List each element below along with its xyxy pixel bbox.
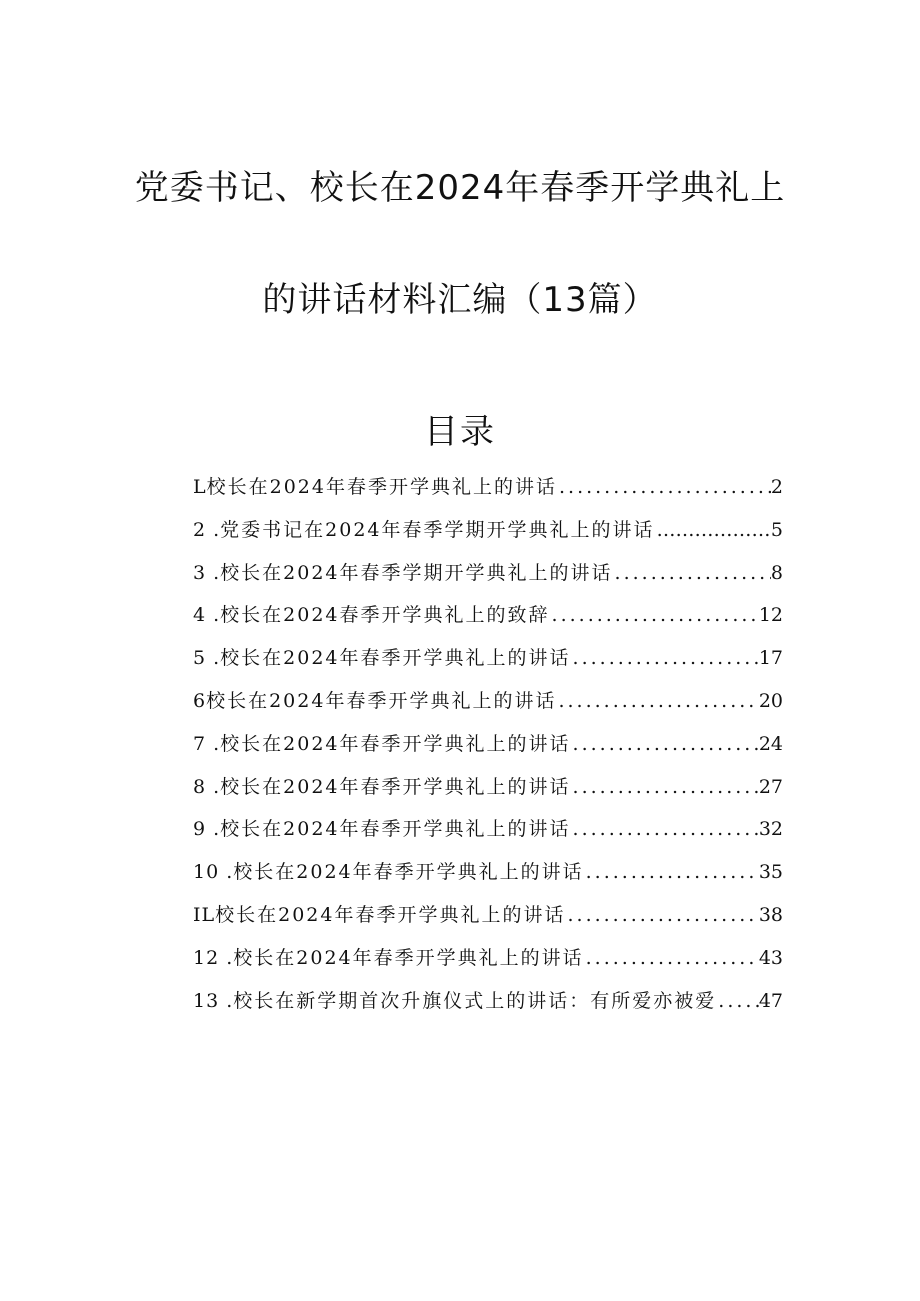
- toc-dot-leader: [655, 513, 771, 547]
- toc-entry-page: 47: [758, 989, 783, 1012]
- toc-entry-number: IL: [193, 903, 216, 926]
- toc-entry-number: 10 .: [193, 861, 234, 884]
- toc-entry-number: L: [193, 476, 207, 498]
- toc-entry-title: 校长在2024年春季开学典礼上的讲话: [215, 903, 566, 926]
- toc-entry-page: 2: [770, 476, 783, 498]
- toc-entry-number: 8 .: [193, 775, 221, 798]
- toc-entry-title: 校长在2024年春季开学典礼上的讲话: [233, 861, 584, 884]
- toc-entry-number: 5 .: [193, 647, 221, 670]
- toc-entry-number: 2 .: [193, 518, 221, 541]
- toc-dot-leader: [571, 641, 759, 675]
- toc-entry-number: 7 .: [193, 732, 221, 755]
- toc-entry-title: 校长在2024年春季开学典礼上的讲话: [220, 647, 571, 670]
- toc-entry: [193, 984, 783, 1027]
- toc-entry-title: 校长在2024年春季开学典礼上的讲话: [206, 689, 557, 712]
- toc-dot-leader: [557, 470, 771, 504]
- toc-entry: [193, 727, 783, 770]
- toc-dot-leader: [584, 941, 759, 975]
- document-title-line-1: 党委书记、校长在2024年春季开学典礼上: [134, 168, 786, 208]
- toc-entry-number: 3 .: [193, 561, 221, 584]
- toc-dot-leader: [716, 984, 759, 1018]
- toc-dot-leader: [613, 556, 771, 590]
- toc-dot-leader: [571, 770, 759, 804]
- toc-entry: [193, 812, 783, 855]
- toc-entry-title: 校长在2024春季开学典礼上的致辞: [220, 604, 550, 627]
- toc-entry-title: 校长在2024年春季开学典礼上的讲话: [206, 476, 557, 498]
- toc-entry-page: 27: [758, 775, 783, 798]
- toc-entry-number: 4 .: [193, 604, 221, 627]
- toc-entry-title: 校长在2024年春季开学典礼上的讲话: [220, 818, 571, 841]
- toc-entry-page: 17: [758, 647, 783, 670]
- toc-entry-number: 6: [193, 689, 207, 712]
- toc-entry-number: 12 .: [193, 946, 234, 969]
- document-title-line-2: 的讲话材料汇编（13篇）: [262, 280, 658, 320]
- toc-entry-page: 38: [758, 903, 783, 926]
- table-of-contents: [193, 470, 783, 1026]
- toc-entry: [193, 598, 783, 641]
- toc-dot-leader: [550, 598, 759, 632]
- toc-entry-page: 8: [770, 561, 783, 584]
- toc-entry: [193, 684, 783, 727]
- toc-entry-page: 24: [758, 732, 783, 755]
- toc-entry-page: 5: [770, 518, 783, 541]
- toc-entry: [193, 513, 783, 556]
- toc-entry-title: 校长在新学期首次升旗仪式上的讲话：有所爱亦被爱: [233, 989, 717, 1012]
- toc-entry-title: 校长在2024年春季学期开学典礼上的讲话: [220, 561, 613, 584]
- toc-dot-leader: [556, 684, 758, 718]
- toc-entry-title: 校长在2024年春季开学典礼上的讲话: [233, 946, 584, 969]
- toc-entry-page: 12: [758, 604, 783, 627]
- toc-entry-page: 35: [758, 861, 783, 884]
- toc-entry-page: 32: [758, 818, 783, 841]
- toc-entry-title: 党委书记在2024年春季学期开学典礼上的讲话: [220, 518, 655, 541]
- toc-entry: [193, 855, 783, 898]
- toc-entry: [193, 556, 783, 599]
- toc-dot-leader: [571, 727, 759, 761]
- toc-entry: [193, 470, 783, 513]
- toc-dot-leader: [571, 812, 759, 846]
- toc-entry-number: 13 .: [193, 989, 234, 1012]
- toc-dot-leader: [565, 898, 758, 932]
- toc-entry: [193, 898, 783, 941]
- toc-entry-title: 校长在2024年春季开学典礼上的讲话: [220, 732, 571, 755]
- toc-entry-page: 43: [758, 946, 783, 969]
- toc-entry: [193, 941, 783, 984]
- toc-heading: 目录: [424, 412, 496, 452]
- toc-entry: [193, 770, 783, 813]
- toc-dot-leader: [584, 855, 759, 889]
- toc-entry-title: 校长在2024年春季开学典礼上的讲话: [220, 775, 571, 798]
- toc-entry: [193, 641, 783, 684]
- toc-entry-page: 20: [758, 689, 783, 712]
- toc-entry-number: 9 .: [193, 818, 221, 841]
